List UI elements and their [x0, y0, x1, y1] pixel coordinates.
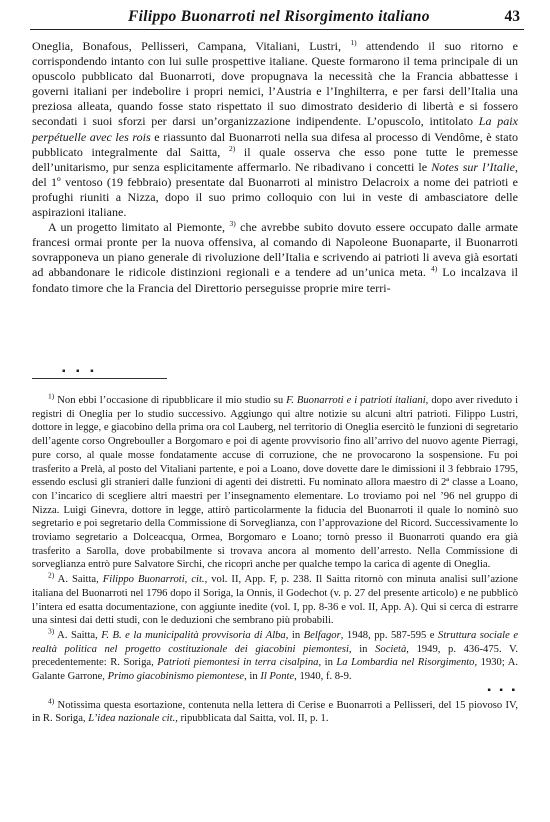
body-paragraph [32, 39, 518, 220]
italic-text: F. Buonarroti e i patrioti italiani [286, 395, 426, 406]
italic-text: La paix perpétuelle avec les rois [32, 114, 518, 144]
footnote-marks: ▪ ▪ ▪ [487, 684, 518, 696]
text-run: il quale osserva che esso pone tutte le premesse dell’unitarismo, pur senza esplicitamente affermarlo. Ne ribadivano i concetti le [32, 144, 519, 174]
text-run: A un progetto limitato al Piemonte, [48, 220, 230, 235]
text-run: e riassunto dal Buonarroti nella sua difesa al processo di Vendôme, è stato pubblicato integralmente dal Saitta, [32, 129, 518, 159]
footnote-1 [32, 391, 519, 572]
text-run: , 1940, f. 8-9. [294, 671, 352, 683]
footnote-3 [32, 626, 519, 684]
text-run: , 1930; A. Galante Garrone, [32, 657, 519, 683]
italic-text: Notes sur l’Italie [431, 159, 515, 174]
note-marker: 2) [228, 143, 236, 153]
text-run: attendendo il suo ritorno e corrispondendo intanto con lui sulle prospettive italiane. Queste formarono il tema principale di un opuscolo pubblicato dal Buonarroti, dove propugnava la necessità che la Francia abbattesse i governi italiani per indebolire i propri nemici, l’Austria e l’Inghilterra, e per farsi dell’Italia una preziosa alleata, quando fosse stato rispettato il suo dimostrato desiderio di libertà e si fossero secondati i suoi sforzi per darsi un’organizzazione indipendente. L’opuscolo, intitolato [32, 39, 518, 129]
italic-text: Il Ponte [260, 671, 295, 683]
footnote-separator-rule [32, 378, 167, 379]
text-run: , in [285, 629, 304, 641]
note-marker: 3) [48, 626, 55, 636]
note-marker: 1) [48, 391, 55, 401]
italic-text: L’idea nazionale cit. [88, 713, 176, 725]
text-run: Notissima questa esortazione, contenuta nella lettera di Cerise e Buonarroti a Pellisseri, del 15 piovoso IV, in R. Soriga, [32, 699, 518, 725]
text-run: Lo incalzava il fondato timore che la Francia del Direttorio perseguisse proprie mire terri- [32, 265, 518, 295]
note-marker: 3) [229, 219, 236, 229]
text-run: , vol. II, App. F, p. 238. Il Saitta ritornò con minuta analisi sull’azione italiana del Buonarroti nel 1796 dopo il Soriga, la Onnis, il Godechot (v. p. 27 del presente articolo) e ne pubblicò l’intera ed esatta documentazione, con aggiunte inedite (vol. I, pp. 8-36 e vol. II, App. A). Qui si cerca di estrarre una sintesi dai detti studi, con le deduzioni che sembrano più probabili. [32, 574, 519, 627]
note-marker: 1) [350, 37, 357, 47]
note-marker: 4) [430, 264, 438, 274]
text-run: , in [348, 643, 376, 655]
text-run: Oneglia, Bonafous, Pellisseri, Campana, Vitaliani, Lustri, [32, 39, 351, 53]
running-title: Filippo Buonarroti nel Risorgimento italiano [128, 8, 430, 25]
text-run: , 1949, p. 436-475. V. precedentemente: R. Soriga, [32, 643, 518, 669]
italic-text: Patrioti piemontesi in terra cisalpina [157, 657, 319, 669]
italic-text: Società [375, 643, 407, 655]
text-run: , in [244, 671, 261, 683]
header-rule [30, 29, 524, 30]
main-text [32, 39, 518, 296]
italic-text: Filippo Buonarroti, cit. [102, 574, 205, 586]
footnotes [32, 391, 519, 727]
text-run: , in [318, 657, 337, 669]
footnote-4 [32, 696, 518, 726]
italic-text: Struttura sociale e realtà politica nel progetto costituzionale dei giacobini piemontesi [32, 629, 519, 655]
text-run: che avrebbe subito dovuto essere occupato dalle armate francesi ormai pronte per la nuova offensiva, al comando di Napoleone Buonaparte, il Buonarroti sovrapponeva un piano generale di rivoluzione dell’Italia e scrivendo ai patrioti li aveva già esortati ad abbandonare le ridicole distinzioni regionali e a tendere ad un’unica meta. [32, 220, 518, 280]
note-marker: 2) [48, 570, 55, 580]
body-paragraph [32, 220, 518, 295]
text-run: Non ebbi l’occasione di ripubblicare il mio studio su [54, 395, 287, 406]
text-run: , 1948, pp. 587-595 e [340, 629, 439, 641]
text-run: A. Saitta, [54, 629, 102, 641]
italic-text: F. B. e la municipalità provvisoria di Alba [101, 629, 286, 641]
printer-marks: ▪ ▪ ▪ [62, 366, 98, 377]
text-run: , ripubblicata dal Saitta, vol. II, p. 1. [175, 713, 329, 725]
italic-text: Belfagor [303, 629, 341, 641]
text-run: , del 1º ventoso (19 febbraio) presentate dal Buonarroti al ministro Delacroix a nome dei patrioti e profughi riuniti a Nizza, dopo il suo primo colloquio con lui in veste di ambasciatore delle aspirazioni italiane. [32, 159, 518, 220]
footnote-2 [32, 570, 519, 628]
italic-text: Primo giacobinismo piemontese [107, 671, 245, 683]
page-number: 43 [504, 8, 520, 25]
italic-text: La Lombardia nel Risorgimento [336, 657, 475, 669]
text-run: A. Saitta, [54, 574, 103, 586]
text-run: , dopo aver riveduto i registri di Oneglia per lo studio successivo. Aggiungo qui altre notizie su alcuni altri patrioti. Filippo Lustri, dottore in legge, e giacobino della prima ora col Lauberg, nel territorio di Oneglia esercitò le funzioni di segretario dell’agente corso Ongrebouller a Borgomaro e poi di agente provvisorio fino all’arrivo del nuovo agente Pierragi, pure corso, al quale mosse fondatamente accuse di corruzione, che ne provocarono la sospensione. Fu poi trasferito a Prelà, al posto del Vitaliani partente, e poi a Loano, dove dovette dare le dimissioni il 3 febbraio 1795, essendo esclusi gli stranieri dalle funzioni di agenti dei distretti. Fu nominato allora maestro di 2ª classe a Loano, con l’incarico di scegliere altri maestri per l’insegnamento elementare. Lo troviamo poi nel ’96 nel gruppo di Nizza. Luigi Ginevra, dottore in legge, attirò particolarmente la fiducia del Buonarroti il quale lo nominò suo segretario e poi segretario della Commissione di Sorveglianza, con l’approvazione del Ricord. Successivamente lo troviamo segretario a Dolceacqua, Ormea, Borgomaro e Loano; tornò presso il Buonarroti quando era già trasferito a Sarolla, dove probabilmente si trovava ancora al momento dell’arresto. Nella Commissione di sorveglianza entrò pure Salvatore Sirchi, che ricoprì anche per qualche tempo la carica di agente di Oneglia. [32, 395, 519, 571]
note-marker: 4) [48, 696, 55, 706]
